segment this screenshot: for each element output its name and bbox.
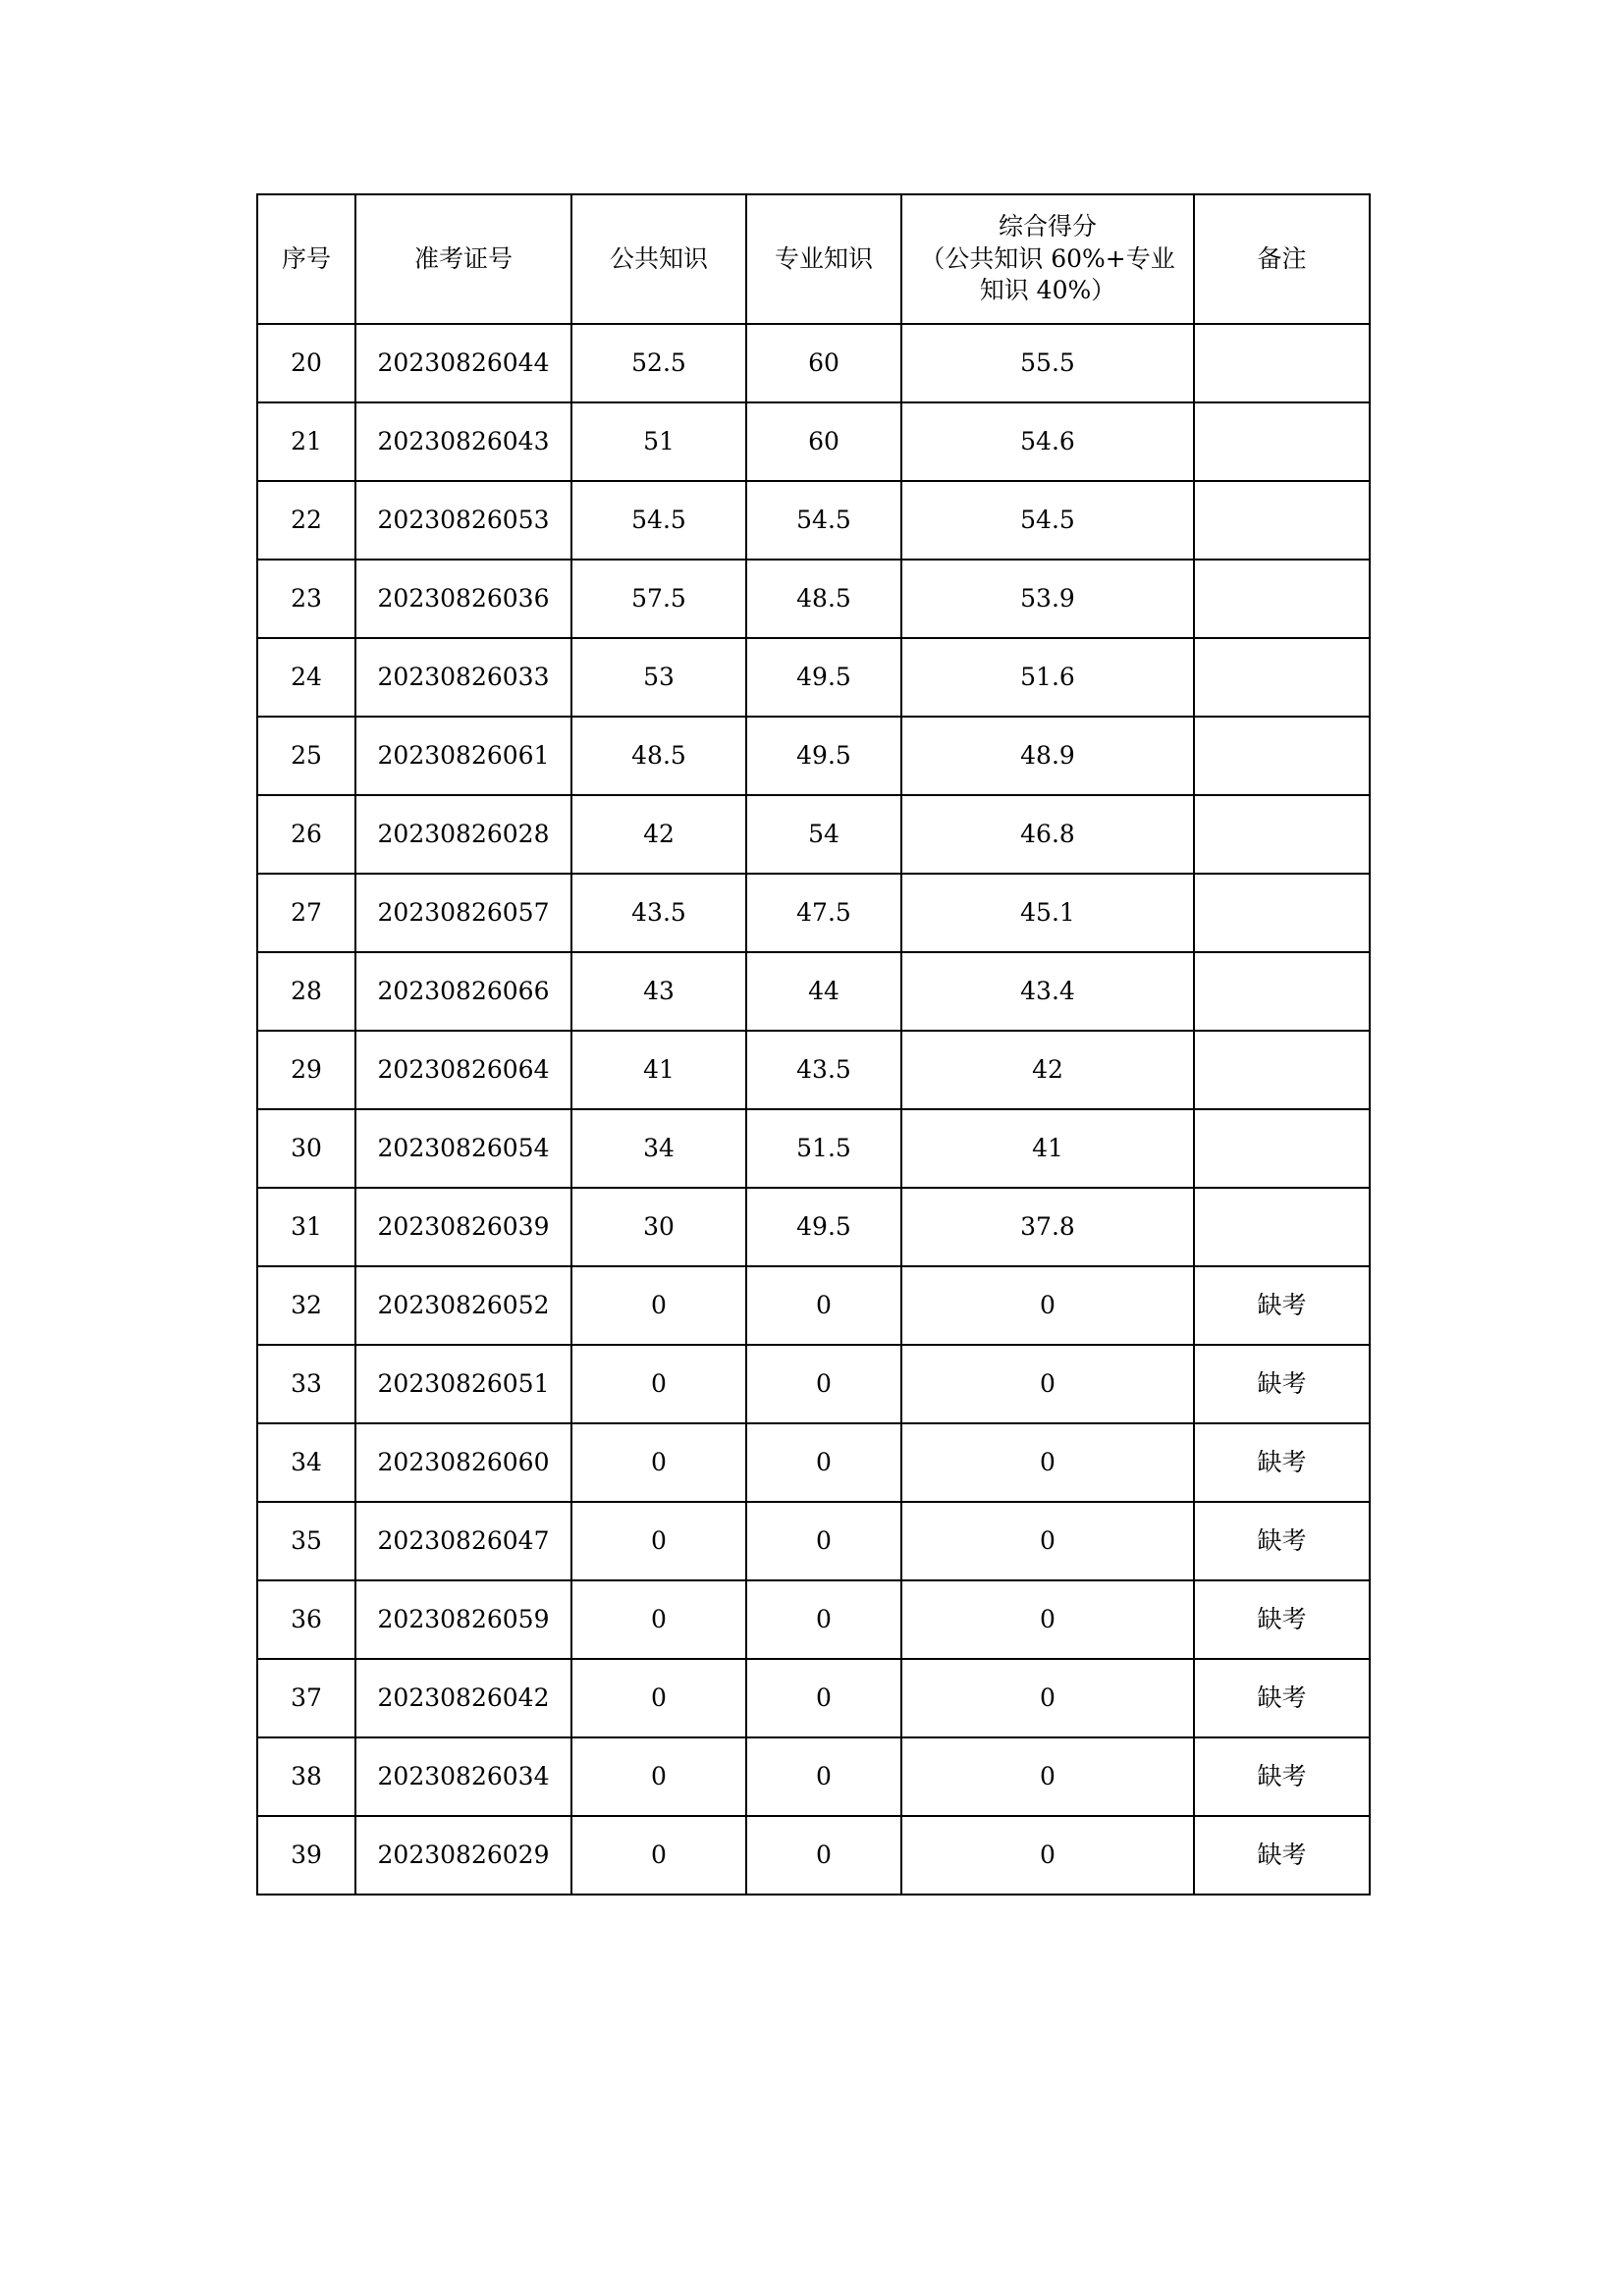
cell-total-score: 43.4 <box>901 952 1194 1031</box>
cell-exam-id: 20230826051 <box>355 1345 571 1423</box>
cell-seq: 30 <box>257 1109 355 1188</box>
cell-professional-knowledge: 49.5 <box>746 1188 901 1266</box>
cell-note <box>1194 795 1370 874</box>
cell-note <box>1194 874 1370 952</box>
cell-note <box>1194 1188 1370 1266</box>
cell-exam-id: 20230826034 <box>355 1737 571 1816</box>
cell-seq: 27 <box>257 874 355 952</box>
cell-total-score: 55.5 <box>901 324 1194 402</box>
cell-professional-knowledge: 60 <box>746 324 901 402</box>
cell-seq: 33 <box>257 1345 355 1423</box>
cell-public-knowledge: 0 <box>571 1502 746 1580</box>
cell-exam-id: 20230826059 <box>355 1580 571 1659</box>
cell-total-score: 51.6 <box>901 638 1194 717</box>
cell-public-knowledge: 57.5 <box>571 560 746 638</box>
cell-exam-id: 20230826053 <box>355 481 571 560</box>
cell-seq: 26 <box>257 795 355 874</box>
cell-total-score: 0 <box>901 1502 1194 1580</box>
table-row <box>257 402 1370 481</box>
header-total-score <box>901 194 1194 324</box>
table-row <box>257 1109 1370 1188</box>
cell-public-knowledge: 0 <box>571 1737 746 1816</box>
cell-total-score: 0 <box>901 1345 1194 1423</box>
cell-total-score: 37.8 <box>901 1188 1194 1266</box>
cell-professional-knowledge: 51.5 <box>746 1109 901 1188</box>
cell-total-score: 0 <box>901 1737 1194 1816</box>
cell-professional-knowledge: 0 <box>746 1816 901 1895</box>
cell-professional-knowledge: 47.5 <box>746 874 901 952</box>
cell-public-knowledge: 0 <box>571 1580 746 1659</box>
cell-professional-knowledge: 0 <box>746 1502 901 1580</box>
cell-exam-id: 20230826047 <box>355 1502 571 1580</box>
cell-note <box>1194 402 1370 481</box>
cell-exam-id: 20230826052 <box>355 1266 571 1345</box>
cell-professional-knowledge: 0 <box>746 1423 901 1502</box>
cell-note: 缺考 <box>1194 1659 1370 1737</box>
cell-public-knowledge: 54.5 <box>571 481 746 560</box>
cell-seq: 23 <box>257 560 355 638</box>
cell-exam-id: 20230826066 <box>355 952 571 1031</box>
cell-total-score: 0 <box>901 1580 1194 1659</box>
cell-seq: 20 <box>257 324 355 402</box>
cell-exam-id: 20230826036 <box>355 560 571 638</box>
table-row <box>257 874 1370 952</box>
cell-public-knowledge: 43.5 <box>571 874 746 952</box>
cell-note <box>1194 1031 1370 1109</box>
cell-total-score: 0 <box>901 1659 1194 1737</box>
cell-professional-knowledge: 0 <box>746 1659 901 1737</box>
table-row <box>257 638 1370 717</box>
table-row <box>257 1423 1370 1502</box>
cell-note <box>1194 717 1370 795</box>
table-row <box>257 1737 1370 1816</box>
cell-professional-knowledge: 0 <box>746 1266 901 1345</box>
table-row <box>257 560 1370 638</box>
cell-professional-knowledge: 44 <box>746 952 901 1031</box>
cell-note: 缺考 <box>1194 1345 1370 1423</box>
cell-professional-knowledge: 0 <box>746 1580 901 1659</box>
header-total-line2: （公共知识 60%+专业 <box>920 243 1175 273</box>
cell-seq: 21 <box>257 402 355 481</box>
header-exam-id: 准考证号 <box>355 194 571 324</box>
cell-exam-id: 20230826033 <box>355 638 571 717</box>
cell-public-knowledge: 0 <box>571 1345 746 1423</box>
score-table-container <box>256 193 1369 1896</box>
cell-seq: 25 <box>257 717 355 795</box>
cell-note: 缺考 <box>1194 1266 1370 1345</box>
cell-exam-id: 20230826044 <box>355 324 571 402</box>
header-professional-knowledge: 专业知识 <box>746 194 901 324</box>
cell-note <box>1194 324 1370 402</box>
table-row <box>257 1031 1370 1109</box>
cell-exam-id: 20230826060 <box>355 1423 571 1502</box>
cell-professional-knowledge: 60 <box>746 402 901 481</box>
cell-public-knowledge: 41 <box>571 1031 746 1109</box>
cell-note: 缺考 <box>1194 1737 1370 1816</box>
table-body <box>257 324 1370 1895</box>
cell-public-knowledge: 51 <box>571 402 746 481</box>
table-header <box>257 194 1370 324</box>
cell-exam-id: 20230826042 <box>355 1659 571 1737</box>
cell-professional-knowledge: 0 <box>746 1345 901 1423</box>
cell-exam-id: 20230826043 <box>355 402 571 481</box>
table-row <box>257 717 1370 795</box>
cell-public-knowledge: 0 <box>571 1266 746 1345</box>
cell-note <box>1194 1109 1370 1188</box>
cell-note: 缺考 <box>1194 1502 1370 1580</box>
cell-exam-id: 20230826029 <box>355 1816 571 1895</box>
cell-note <box>1194 952 1370 1031</box>
cell-seq: 36 <box>257 1580 355 1659</box>
header-total-line3: 知识 40%） <box>979 276 1116 305</box>
table-row <box>257 1816 1370 1895</box>
cell-total-score: 54.5 <box>901 481 1194 560</box>
cell-total-score: 54.6 <box>901 402 1194 481</box>
cell-professional-knowledge: 0 <box>746 1737 901 1816</box>
cell-seq: 24 <box>257 638 355 717</box>
cell-public-knowledge: 0 <box>571 1423 746 1502</box>
cell-total-score: 41 <box>901 1109 1194 1188</box>
cell-total-score: 53.9 <box>901 560 1194 638</box>
cell-professional-knowledge: 49.5 <box>746 638 901 717</box>
cell-public-knowledge: 0 <box>571 1659 746 1737</box>
table-row <box>257 795 1370 874</box>
cell-exam-id: 20230826054 <box>355 1109 571 1188</box>
cell-total-score: 42 <box>901 1031 1194 1109</box>
cell-note: 缺考 <box>1194 1816 1370 1895</box>
cell-seq: 29 <box>257 1031 355 1109</box>
cell-professional-knowledge: 54 <box>746 795 901 874</box>
table-row <box>257 481 1370 560</box>
cell-public-knowledge: 53 <box>571 638 746 717</box>
cell-seq: 35 <box>257 1502 355 1580</box>
cell-exam-id: 20230826028 <box>355 795 571 874</box>
cell-public-knowledge: 0 <box>571 1816 746 1895</box>
cell-note: 缺考 <box>1194 1580 1370 1659</box>
header-public-knowledge: 公共知识 <box>571 194 746 324</box>
cell-seq: 31 <box>257 1188 355 1266</box>
table-row <box>257 1345 1370 1423</box>
header-seq: 序号 <box>257 194 355 324</box>
table-row <box>257 1659 1370 1737</box>
cell-note <box>1194 560 1370 638</box>
cell-total-score: 45.1 <box>901 874 1194 952</box>
table-row <box>257 1502 1370 1580</box>
header-row <box>257 194 1370 324</box>
cell-exam-id: 20230826057 <box>355 874 571 952</box>
cell-note <box>1194 481 1370 560</box>
header-total-line1: 综合得分 <box>998 212 1097 241</box>
cell-seq: 37 <box>257 1659 355 1737</box>
cell-seq: 39 <box>257 1816 355 1895</box>
cell-note: 缺考 <box>1194 1423 1370 1502</box>
cell-public-knowledge: 30 <box>571 1188 746 1266</box>
cell-public-knowledge: 48.5 <box>571 717 746 795</box>
cell-public-knowledge: 52.5 <box>571 324 746 402</box>
cell-total-score: 48.9 <box>901 717 1194 795</box>
cell-professional-knowledge: 54.5 <box>746 481 901 560</box>
cell-professional-knowledge: 43.5 <box>746 1031 901 1109</box>
cell-total-score: 0 <box>901 1266 1194 1345</box>
score-table <box>256 193 1371 1896</box>
cell-seq: 28 <box>257 952 355 1031</box>
cell-public-knowledge: 34 <box>571 1109 746 1188</box>
cell-professional-knowledge: 48.5 <box>746 560 901 638</box>
table-row <box>257 1188 1370 1266</box>
cell-note <box>1194 638 1370 717</box>
table-row <box>257 324 1370 402</box>
table-row <box>257 1580 1370 1659</box>
cell-seq: 34 <box>257 1423 355 1502</box>
cell-public-knowledge: 43 <box>571 952 746 1031</box>
table-row <box>257 1266 1370 1345</box>
cell-total-score: 46.8 <box>901 795 1194 874</box>
cell-exam-id: 20230826039 <box>355 1188 571 1266</box>
cell-exam-id: 20230826064 <box>355 1031 571 1109</box>
cell-total-score: 0 <box>901 1423 1194 1502</box>
cell-exam-id: 20230826061 <box>355 717 571 795</box>
cell-total-score: 0 <box>901 1816 1194 1895</box>
table-row <box>257 952 1370 1031</box>
header-note: 备注 <box>1194 194 1370 324</box>
cell-seq: 38 <box>257 1737 355 1816</box>
cell-seq: 22 <box>257 481 355 560</box>
cell-seq: 32 <box>257 1266 355 1345</box>
cell-professional-knowledge: 49.5 <box>746 717 901 795</box>
cell-public-knowledge: 42 <box>571 795 746 874</box>
